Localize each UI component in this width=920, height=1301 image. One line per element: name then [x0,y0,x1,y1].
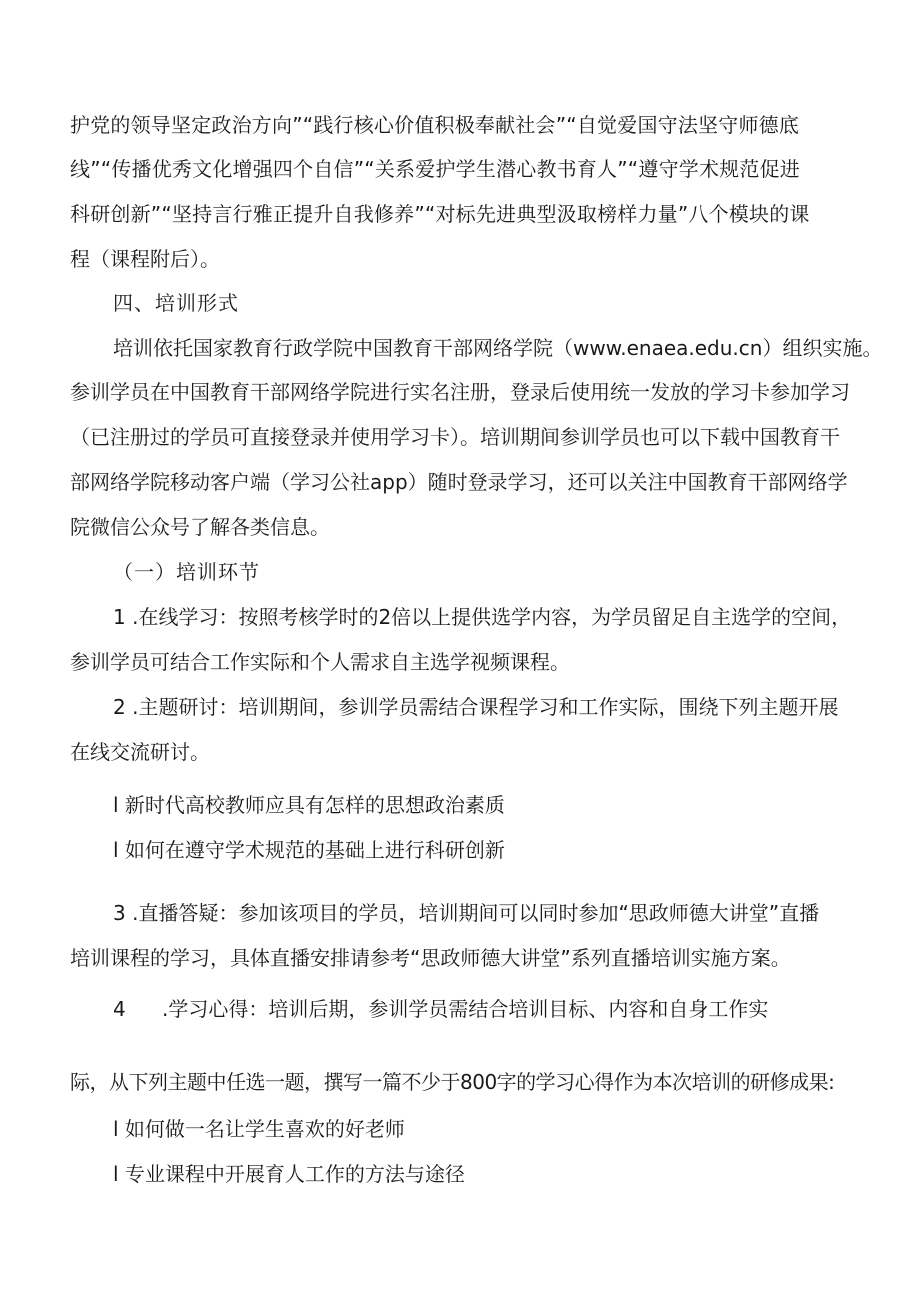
intro-line-4: 程（课程附后）。 [70,247,220,271]
bullet-item: l 专业课程中开展育人工作的方法与途径 [113,1162,465,1186]
item1-line-1: 1 .在线学习：按照考核学时的2倍以上提供选学内容，为学员留足自主选学的空间， [113,605,852,629]
item4-line-1: .学习心得：培训后期，参训学员需结合培训目标、内容和自身工作实 [162,997,769,1021]
bullet-item: l 如何在遵守学术规范的基础上进行科研创新 [113,838,505,862]
item4-line-2: 际，从下列主题中任选一题，撰写一篇不少于800字的学习心得作为本次培训的研修成果: [70,1070,835,1094]
intro-line-1: 护党的领导坚定政治方向”“践行核心价值积极奉献社会”“自觉爱国守法坚守师德底 [70,113,800,137]
item4-number: 4 [113,997,126,1021]
subsection-heading: （一）培训环节 [113,560,260,584]
section4-line-2: 参训学员在中国教育干部网络学院进行实名注册，登录后使用统一发放的学习卡参加学习 [70,380,850,404]
section4-line-4: 部网络学院移动客户端（学习公社app）随时登录学习，还可以关注中国教育干部网络学 [70,470,848,494]
section4-line-3: （已注册过的学员可直接登录并使用学习卡）。培训期间参训学员也可以下载中国教育干 [70,425,840,449]
intro-line-2: 线”“传播优秀文化增强四个自信”“关系爱护学生潜心教书育人”“遵守学术规范促进 [70,157,800,181]
section4-line-1: 培训依托国家教育行政学院中国教育干部网络学院（www.enaea.edu.cn）组织实施。 [113,336,883,360]
intro-line-3: 科研创新”“坚持言行雅正提升自我修养”“对标先进典型汲取榜样力量”八个模块的课 [70,202,810,226]
section4-line-5: 院微信公众号了解各类信息。 [70,515,330,539]
item3-line-2: 培训课程的学习，具体直播安排请参考“思政师德大讲堂”系列直播培训实施方案。 [70,946,791,970]
item3-line-1: 3 .直播答疑：参加该项目的学员，培训期间可以同时参加“思政师德大讲堂”直播 [113,901,820,925]
bullet-item: l 如何做一名让学生喜欢的好老师 [113,1117,405,1141]
item2-line-2: 在线交流研讨。 [70,740,210,764]
section-heading: 四、培训形式 [113,291,239,315]
item2-line-1: 2 .主题研讨：培训期间，参训学员需结合课程学习和工作实际，围绕下列主题开展 [113,695,839,719]
bullet-item: l 新时代高校教师应具有怎样的思想政治素质 [113,793,505,817]
item1-line-2: 参训学员可结合工作实际和个人需求自主选学视频课程。 [70,650,570,674]
